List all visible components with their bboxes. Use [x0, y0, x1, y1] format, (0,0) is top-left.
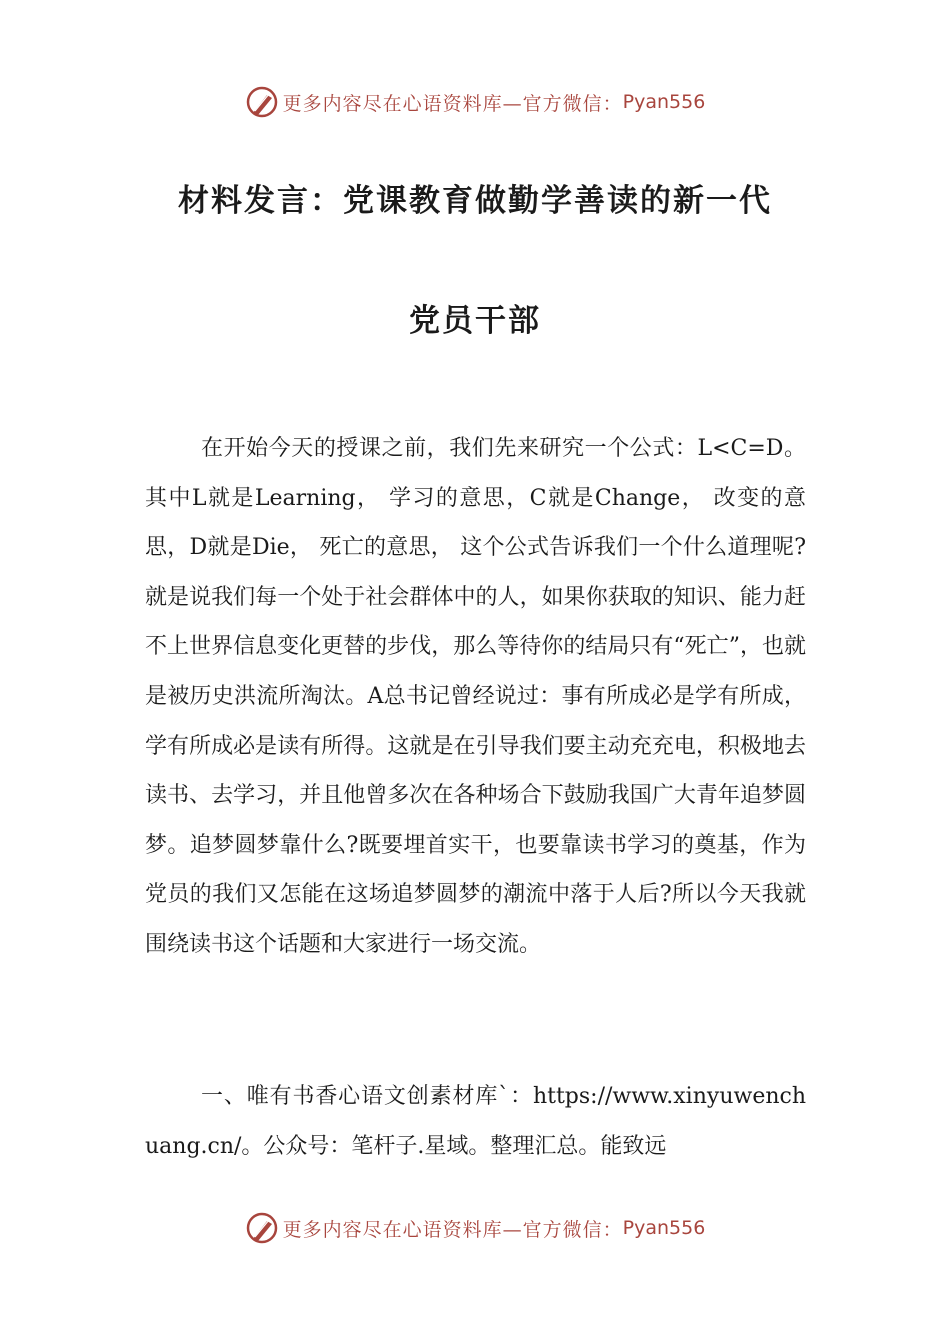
body-paragraph-2: 一、唯有书香心语文创素材库`：https://www.xinyuwenchuang.cn/。公众号：笔杆子.星域。整理汇总。能致远: [145, 1084, 806, 1159]
banner-text: 更多内容尽在心语资料库—官方微信：: [282, 92, 623, 115]
document-title-line-2: 党员干部: [409, 303, 541, 339]
pen-nib-logo-icon: [245, 85, 279, 119]
body-paragraph-1: 在开始今天的授课之前，我们先来研究一个公式：L<C=D。其中L就是Learning， 学习的意思，C就是Change， 改变的意思，D就是Die， 死亡的意思， 这个公式告诉我们一个什么道理呢?就是说我们每一个处于社会群体中的人，如果你获取的知识、能力赶不上世界信息变化更替的步伐，那么等待你的结局只有“死亡”，也就是被历史洪流所淘汰。A总书记曾经说过：事有所成必是学有所成，学有所成必是读有所得。这就是在引导我们要主动充充电，积极地去读书、去学习，并且他曾多次在各种场合下鼓励我国广大青年追梦圆梦。追梦圆梦靠什么?既要埋首实干，也要靠读书学习的奠基，作为党员的我们又怎能在这场追梦圆梦的潮流中落于人后?所以今天我就围绕读书这个话题和大家进行一场交流。: [145, 436, 806, 957]
header-banner: [0, 82, 950, 122]
banner-wechat-id: Pyan556: [622, 91, 706, 113]
document-title-line-1: 材料发言：党课教育做勤学善读的新一代: [178, 183, 772, 219]
banner-wechat-id: Pyan556: [622, 1217, 706, 1239]
banner-text: 更多内容尽在心语资料库—官方微信：: [282, 1218, 623, 1241]
footer-banner: [0, 1208, 950, 1248]
pen-nib-logo-icon: [245, 1211, 279, 1245]
